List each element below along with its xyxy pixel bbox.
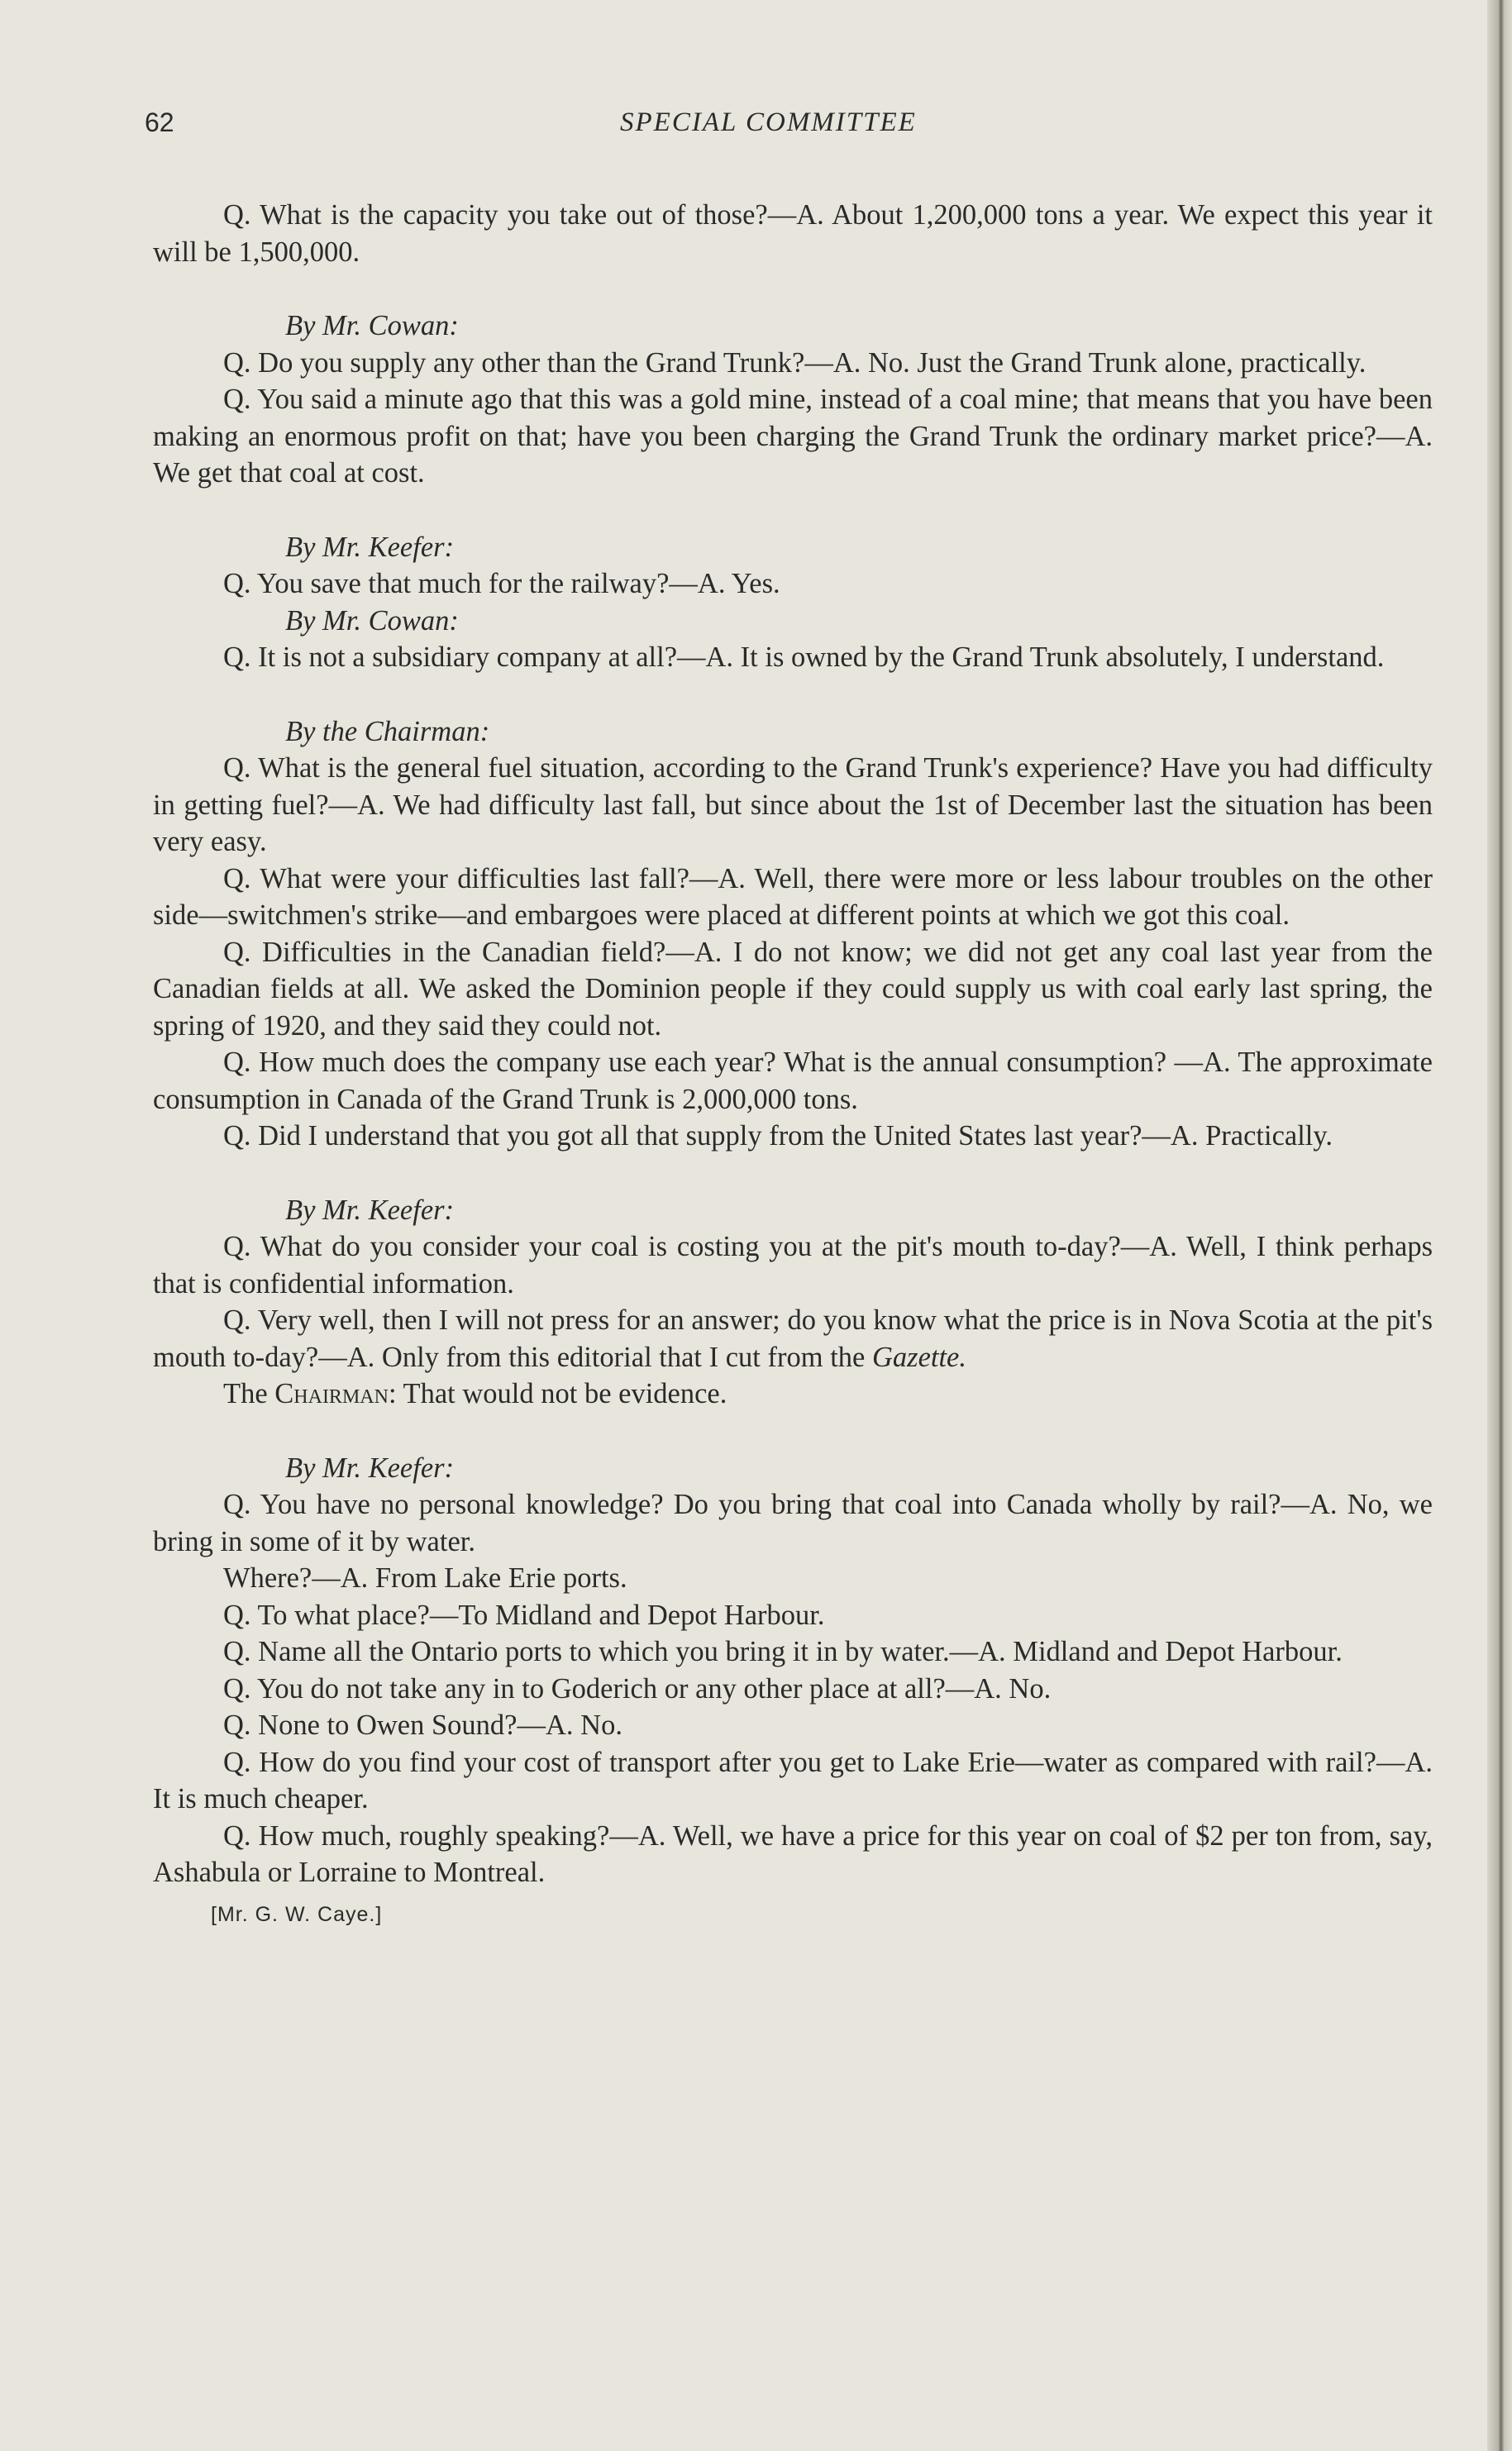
running-title: SPECIAL COMMITTEE [620, 107, 917, 137]
paragraph: Q. Difficulties in the Canadian field?—A. I do not know; we did not get any coal last year from the Canadian fields at all. We asked the Dominion people if they could supply us with coal early last spring, the spring of 1920, and they said they could not. [153, 936, 1433, 1042]
paragraph: Q. How do you find your cost of transport after you get to Lake Erie—water as compared with rail?—A. It is much cheaper. [153, 1746, 1433, 1814]
paragraph: Q. Do you supply any other than the Grand Trunk?—A. No. Just the Grand Trunk alone, practically. [223, 346, 1367, 379]
chairman-lead: The [223, 1378, 275, 1409]
paragraph: Q. You have no personal knowledge? Do you bring that coal into Canada wholly by rail?—A. No, we bring in some of it by water. [153, 1489, 1433, 1557]
paragraph [153, 1302, 1433, 1376]
speaker-heading: By Mr. Keefer: [285, 1452, 455, 1484]
speaker-heading: By Mr. Cowan: [285, 604, 459, 637]
paragraph: Q. Name all the Ontario ports to which you bring it in by water.—A. Midland and Depot Harbour. [223, 1636, 1343, 1667]
paragraph: Where?—A. From Lake Erie ports. [223, 1562, 627, 1594]
paragraph: Q. You do not take any in to Goderich or any other place at all?—A. No. [223, 1672, 1052, 1705]
paragraph: Q. What do you consider your coal is costing you at the pit's mouth to-day?—A. Well, I think perhaps that is confidential information. [153, 1231, 1433, 1299]
chairman-text: : That would not be evidence. [388, 1378, 727, 1409]
page-number: 62 [145, 107, 174, 137]
witness-note: [Mr. G. W. Caye.] [211, 1902, 383, 1926]
paragraph: Q. What is the capacity you take out of those?—A. About 1,200,000 tons a year. We expect this year it will be 1,500,000. [153, 199, 1433, 268]
paragraph: Q. How much does the company use each year? What is the annual consumption? —A. The approximate consumption in Canada of the Grand Trunk is 2,000,000 tons. [153, 1047, 1433, 1115]
paragraph: Q. What is the general fuel situation, according to the Grand Trunk's experience? Have you had difficulty in getting fuel?—A. We had difficulty last fall, but since about the 1st of December last the situation has been very easy. [153, 752, 1433, 857]
paragraph: Q. None to Owen Sound?—A. No. [223, 1710, 622, 1741]
italic-publication-title: Gazette. [871, 1341, 966, 1373]
speaker-heading: By Mr. Cowan: [285, 310, 459, 341]
speaker-heading: By Mr. Keefer: [285, 531, 455, 563]
paragraph: Q. How much, roughly speaking?—A. Well, we have a price for this year on coal of $2 per ton from, say, Ashabula or Lorraine to Montreal. [153, 1819, 1433, 1888]
paragraph: Q. To what place?—To Midland and Depot Harbour. [223, 1599, 825, 1631]
chairman-name: Chairman [274, 1378, 389, 1409]
paragraph-text: Q. Very well, then I will not press for an answer; do you know what the price is in Nova Scotia at the pit's mouth to-day?—A. Only from this editorial that I cut from the [153, 1304, 1433, 1373]
speaker-heading: By the Chairman: [285, 715, 490, 747]
speaker-heading: By Mr. Keefer: [285, 1194, 455, 1226]
page-edge-shadow [1487, 0, 1512, 2451]
paragraph: Q. What were your difficulties last fall?—A. Well, there were more or less labour troubles on the other side—switchmen's strike—and embargoes were placed at different points at which we got this coal. [153, 862, 1433, 931]
transcript-body [153, 197, 1433, 1933]
page-header [145, 107, 1434, 157]
paragraph: Q. You said a minute ago that this was a gold mine, instead of a coal mine; that means that you have been making an enormous profit on that; have you been charging the Grand Trunk the ordinary market price?—A. We get that coal at cost. [153, 384, 1433, 489]
paragraph: Q. You save that much for the railway?—A. Yes. [223, 568, 780, 599]
chairman-remark [153, 1376, 1433, 1413]
paragraph: Q. Did I understand that you got all that supply from the United States last year?—A. Practically. [223, 1120, 1333, 1152]
paragraph: Q. It is not a subsidiary company at all?—A. It is owned by the Grand Trunk absolutely, I understand. [223, 641, 1385, 673]
